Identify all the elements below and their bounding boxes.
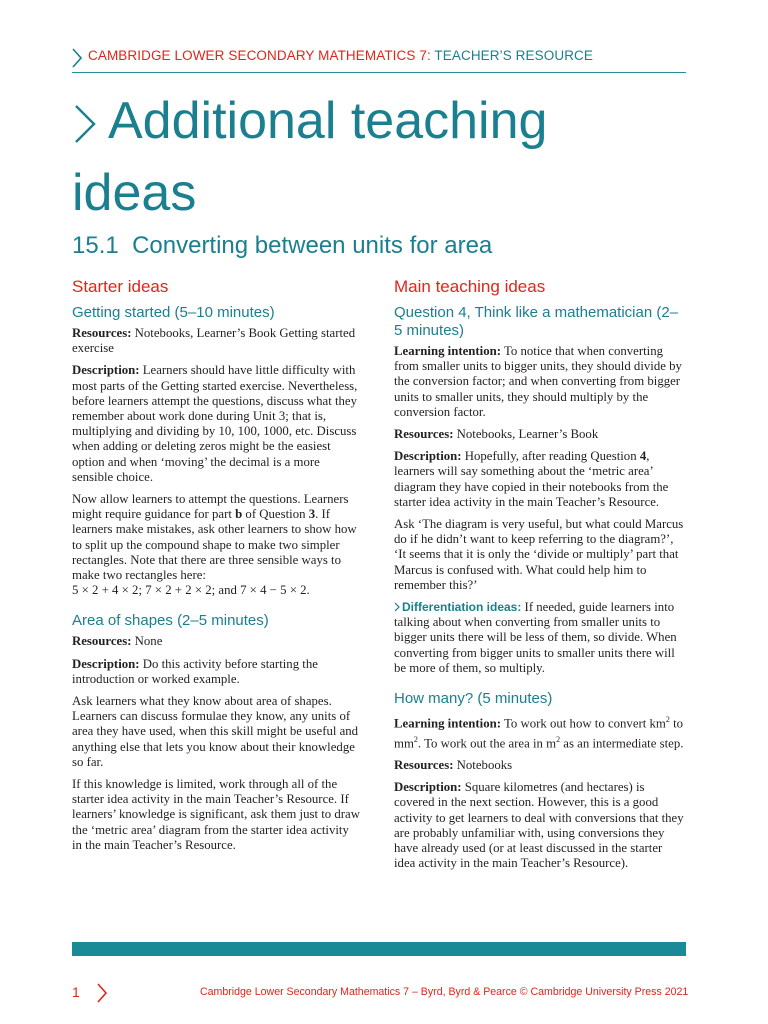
- footer-bar: [72, 942, 686, 956]
- how-many-resources: Resources: Notebooks: [394, 758, 513, 772]
- getting-started-description: Description: Learners should have little difficulty with most parts of the Getting started exercise. Nevertheless, before learners attempt the questions, discuss what they remember about work done during Unit 3; that is, multiplying and dividing by 10, 100, 1000, etc. Discuss when adding or deleting zeros might be the easiest option and when ‘moving’ the decimal is a more sensible choice.: [72, 363, 358, 484]
- title-line-1: Additional teaching: [108, 92, 548, 150]
- q4-learning-intention: Learning intention: To notice that when converting from smaller units to bigger units, they should divide by the conversion factor; and when converting from bigger units to smaller units, they should multiply by the conversion factor.: [394, 344, 682, 419]
- area-description: Description: Do this activity before starting the introduction or worked example.: [72, 656, 318, 686]
- q4-description: Description: Hopefully, after reading Question 4, learners will say something about the ‘metric area’ diagram they have copied in their notebooks from the starter idea activity in the main Teacher’s Resource.: [394, 449, 669, 509]
- left-column: [72, 276, 362, 860]
- area-resources: Resources: None: [72, 634, 163, 649]
- section-title: Converting between units for area: [132, 232, 493, 259]
- how-many-description: Description: Square kilometres (and hectares) is covered in the next section. However, this is a good activity to get learners to deal with conversions that they are probably unfamiliar with, using conversions they have already used (or at least discussed in the starter idea activity in the main Teacher’s Resource).: [394, 780, 684, 871]
- chevron-right-icon: [96, 982, 108, 1004]
- differentiation-ideas: Differentiation ideas: If needed, guide learners into talking about when converting from smaller units to bigger units there will be less of them, so divide. When converting from bigger units to smaller units there will be more of them, so multiply.: [394, 600, 677, 675]
- main-teaching-ideas-heading: Main teaching ideas: [394, 277, 546, 296]
- q4-resources: Resources: Notebooks, Learner’s Book: [394, 427, 599, 442]
- how-many-title: How many? (5 minutes): [394, 690, 553, 708]
- q4-paragraph-2: Ask ‘The diagram is very useful, but what could Marcus do if he didn’t want to keep referring to the diagram?’, ‘It seems that it is only the ‘divide or multiply’ part that Marcus is confused with. What could help him to remember this?’: [394, 517, 684, 592]
- getting-started-paragraph: Now allow learners to attempt the questions. Learners might require guidance for part b of Question 3. If learners make mistakes, ask other learners to show how to split up the compound shape to make two simpler rectangles. Note that there are three sensible ways to make two rectangles here: 5 × 2 + 4 × 2; 7 × 2 + 2 × 2; and 7 × 4 − 5 × 2.: [72, 492, 357, 598]
- header-text: [88, 48, 593, 63]
- footer-credit: Cambridge Lower Secondary Mathematics 7 – Byrd, Byrd & Pearce © Cambridge University Press 2021: [200, 986, 689, 998]
- how-many-learning-intention: Learning intention: To work out how to convert $km^2$ to $mm^2$. To work out the area in $m^2$ as an intermediate step.: [394, 715, 684, 750]
- page-number: 1: [72, 984, 80, 1000]
- getting-started-resources: Resources: Notebooks, Learner’s Book Getting started exercise: [72, 326, 356, 356]
- chevron-right-icon: [74, 104, 96, 144]
- area-of-shapes-title: Area of shapes (2–5 minutes): [72, 612, 269, 630]
- chevron-right-icon: [72, 48, 82, 68]
- getting-started-title: Getting started (5–10 minutes): [72, 304, 275, 321]
- chevron-right-icon: [394, 602, 400, 612]
- area-paragraph-2: Ask learners what they know about area of shapes. Learners can discuss formulae they know, any units of area they have used, when this skill might be useful and anything else that lets you know about their knowledge so far.: [72, 694, 359, 769]
- area-paragraph-3: If this knowledge is limited, work through all of the starter idea activity in the main Teacher’s Resource. If learners’ knowledge is significant, ask them just to draw the ‘metric area’ diagram from the starter idea activity in the main Teacher’s Resource.: [72, 777, 360, 852]
- header-resource: TEACHER’S RESOURCE: [434, 48, 593, 63]
- starter-ideas-heading: Starter ideas: [72, 277, 169, 296]
- section-number: 15.1: [72, 232, 119, 259]
- running-header: [72, 44, 686, 73]
- right-column: [394, 276, 684, 878]
- section-heading: [72, 232, 492, 260]
- question-4-title: Question 4, Think like a mathematician (2–5 minutes): [394, 304, 679, 339]
- header-series: CAMBRIDGE LOWER SECONDARY MATHEMATICS 7:: [88, 48, 431, 63]
- title-line-2: ideas: [72, 164, 197, 222]
